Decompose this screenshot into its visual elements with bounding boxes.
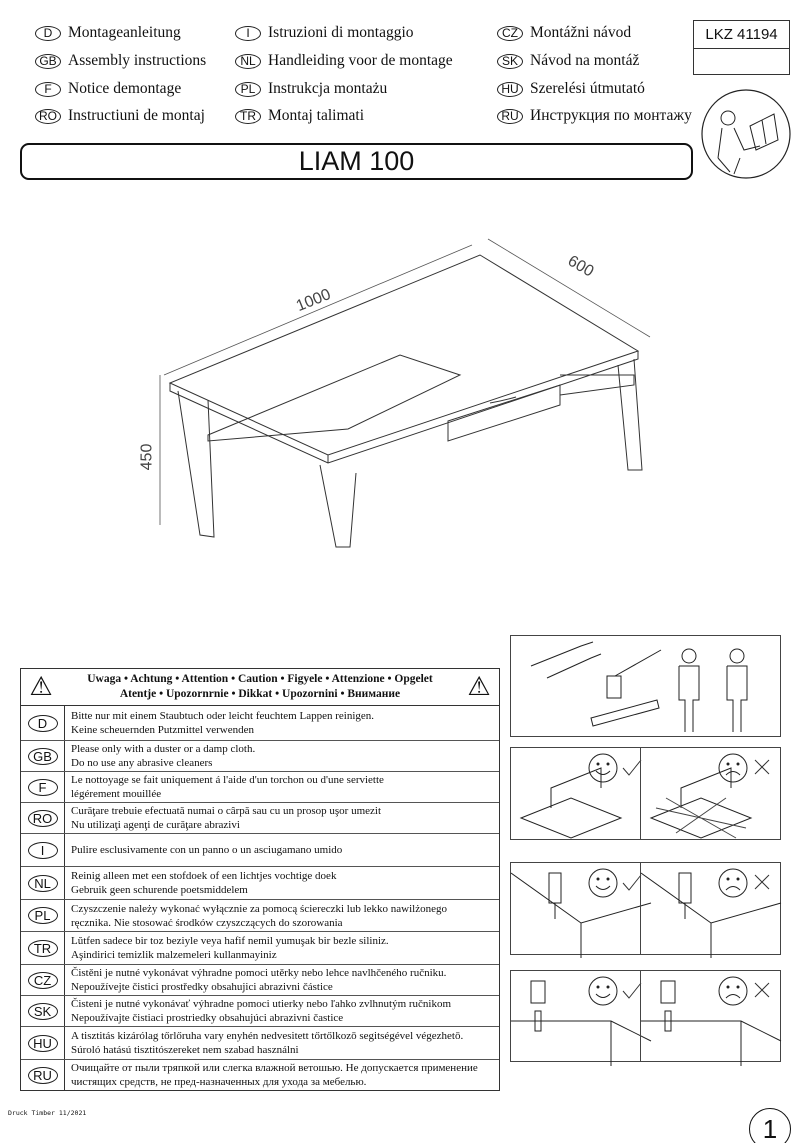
sad-face-icon <box>641 971 782 1066</box>
language-code-badge: RU <box>497 109 523 124</box>
care-row-d <box>21 706 499 741</box>
warning-header <box>21 669 499 706</box>
language-code-badge: RO <box>28 810 58 827</box>
care-text-line1: Čistěni je nutné vykonávat výhradne pomoci utěrky nebo lehce navlhčeného ručniku. <box>71 967 447 979</box>
dimension-depth: 600 <box>564 252 597 281</box>
language-code-badge: CZ <box>28 972 58 989</box>
sad-face-icon <box>641 863 782 958</box>
happy-face-icon <box>511 971 652 1066</box>
language-code-badge: I <box>235 26 261 41</box>
print-info: Druck Timber 11/2021 <box>8 1109 87 1117</box>
table-drawing <box>150 225 670 555</box>
language-title: Montageanleitung <box>68 24 181 41</box>
care-row-sk <box>21 996 499 1027</box>
care-text-line1: Очищайте от пыли тряпкой или слегка влажной ветошью. Не допускается применение <box>71 1062 478 1074</box>
language-title: Montaj talimati <box>268 107 364 124</box>
care-text-line1: Curăţare trebuie efectuată numai o cârpă sau cu un prosop uşor umezit <box>71 805 382 817</box>
care-row-hu <box>21 1027 499 1060</box>
incorrect-example-panel <box>640 970 781 1062</box>
language-code-badge: CZ <box>497 26 523 41</box>
care-row-ro <box>21 803 499 834</box>
care-text-line2: Nepoužívajte čistiaci prostriedky obsahujúci abrazivni častice <box>71 1012 344 1024</box>
language-title: Návod na montáž <box>530 52 640 69</box>
language-code-badge: F <box>28 779 58 796</box>
read-manual-icon <box>700 88 792 180</box>
sad-face-icon <box>641 748 782 843</box>
warning-title-line2: Atentje • Upozornrnie • Dikkat • Upozornini • Внимание <box>119 688 401 700</box>
language-title: Instrukcja montażu <box>268 80 388 97</box>
correct-example-panel <box>510 970 641 1062</box>
care-row-pl <box>21 900 499 932</box>
language-title: Montážni návod <box>530 24 632 41</box>
happy-face-icon <box>511 863 652 958</box>
care-text-line1: Čisteni je nutné vykonávať výhradne pomoci utierky nebo ľahko zvlhnutým ručnikom <box>71 998 452 1010</box>
dimension-height: 450 <box>138 443 156 471</box>
language-code-badge: TR <box>235 109 261 124</box>
tools-icon <box>511 636 782 738</box>
happy-face-icon <box>511 748 652 843</box>
language-code-badge: RO <box>35 109 61 124</box>
care-text-line1: Czyszczenie należy wykonać wyłącznie za pomocą ściereczki lub lekko nawilżonego <box>71 902 447 915</box>
language-code-badge: F <box>35 82 61 97</box>
care-text-line2: Nepoužívejte čistici prostředky obsahujici abrazivni částice <box>71 981 333 993</box>
language-title-d <box>35 24 181 42</box>
language-title-nl <box>235 52 453 70</box>
care-text-line1: Please only with a duster or a damp cloth. <box>71 743 256 755</box>
language-code-badge: SK <box>497 54 523 69</box>
language-title: Istruzioni di montaggio <box>268 24 414 41</box>
language-code-badge: PL <box>28 907 58 924</box>
language-title: Assembly instructions <box>68 52 207 69</box>
article-code-box <box>693 20 790 75</box>
warning-triangle-icon: ⚠ <box>467 672 491 701</box>
page-number: 1 <box>749 1108 791 1143</box>
language-code-badge: HU <box>497 82 523 97</box>
care-text-line2: légérement mouillée <box>71 788 162 800</box>
language-code-badge: GB <box>35 54 61 69</box>
care-text-line1: Reinig alleen met een stofdoek of een lichtjes vochtige doek <box>71 870 337 882</box>
correct-example-panel <box>510 862 641 955</box>
language-title: Notice demontage <box>68 80 182 97</box>
language-code-badge: TR <box>28 940 58 957</box>
care-text-line1: Pulire esclusivamente con un panno o un asciugamano umido <box>71 844 343 856</box>
care-text-line1: Bitte nur mit einem Staubtuch oder leicht feuchtem Lappen reinigen. <box>71 710 375 722</box>
language-title-sk <box>497 52 639 70</box>
care-text-line1: Lŭtfen sadece bir toz beziyle veya hafif nemil yumuşak bir bezle siliniz. <box>71 935 389 947</box>
article-code: LKZ 41194 <box>705 26 778 43</box>
care-text-line2: ręcznika. Nie stosować środków czyszczących do szorowania <box>71 916 343 929</box>
language-title-hu <box>497 80 645 98</box>
language-code-badge: D <box>28 715 58 732</box>
language-code-badge: HU <box>28 1035 58 1052</box>
article-code-empty <box>694 48 789 76</box>
care-row-i <box>21 834 499 867</box>
care-text-line2: Gebruik geen schurende poetsmiddelem <box>71 884 248 896</box>
language-code-badge: PL <box>235 82 261 97</box>
care-text-line2: Nu utilizaţi agenţi de curăţare abrazivi <box>71 819 240 831</box>
incorrect-example-panel <box>640 747 781 840</box>
care-text-line2: Do no use any abrasive cleaners <box>71 757 213 769</box>
incorrect-example-panel <box>640 862 781 955</box>
language-code-badge: NL <box>28 875 58 892</box>
language-code-badge: SK <box>28 1003 58 1020</box>
correct-example-panel <box>510 747 641 840</box>
language-code-badge: NL <box>235 54 261 69</box>
language-title-f <box>35 80 181 98</box>
language-title-ro <box>35 107 205 125</box>
language-title: Инструкция по монтажу <box>530 107 692 124</box>
language-title: Handleiding voor de montage <box>268 52 453 69</box>
language-title-gb <box>35 52 206 70</box>
care-row-ru <box>21 1060 499 1090</box>
language-title: Szerelési útmutató <box>530 80 645 97</box>
care-warning-table <box>20 668 500 1091</box>
language-title: Instructiuni de montaj <box>68 107 205 124</box>
warning-title-line1: Uwaga • Achtung • Attention • Caution • Figyele • Attenzione • Opgelet <box>87 673 433 685</box>
care-text-line1: A tisztitás kizárólag tőrlőruha vary enyhén nedvesitett tőrtőlkozō segitségével végezhetō. <box>71 1030 464 1042</box>
care-row-tr <box>21 932 499 965</box>
language-code-badge: I <box>28 842 58 859</box>
tools-panel <box>510 635 781 737</box>
language-code-badge: D <box>35 26 61 41</box>
care-row-f <box>21 772 499 803</box>
care-row-nl <box>21 867 499 900</box>
language-title-i <box>235 24 414 42</box>
product-title: LIAM 100 <box>20 143 693 180</box>
language-title-tr <box>235 107 364 125</box>
language-title-pl <box>235 80 387 98</box>
language-title-ru <box>497 107 692 125</box>
language-title-cz <box>497 24 631 42</box>
language-code-badge: RU <box>28 1067 58 1084</box>
care-text-line2: чистящих средств, не пред-назначенных для ухода за мебелью. <box>71 1076 367 1088</box>
care-row-cz <box>21 965 499 996</box>
care-row-gb <box>21 741 499 772</box>
warning-triangle-icon: ⚠ <box>29 672 53 701</box>
language-code-badge: GB <box>28 748 58 765</box>
dimension-width: 1000 <box>293 285 334 316</box>
care-text-line1: Le nottoyage se fait uniquement á l'aide d'un torchon ou d'une serviette <box>71 774 384 786</box>
care-text-line2: Aşindirici temizlik malzemeleri kullanmayiniz <box>71 949 277 961</box>
care-text-line2: Keine scheuernden Putzmittel verwenden <box>71 724 254 736</box>
care-text-line2: Súroló hatású tisztitószereket nem szabad használni <box>71 1044 299 1056</box>
